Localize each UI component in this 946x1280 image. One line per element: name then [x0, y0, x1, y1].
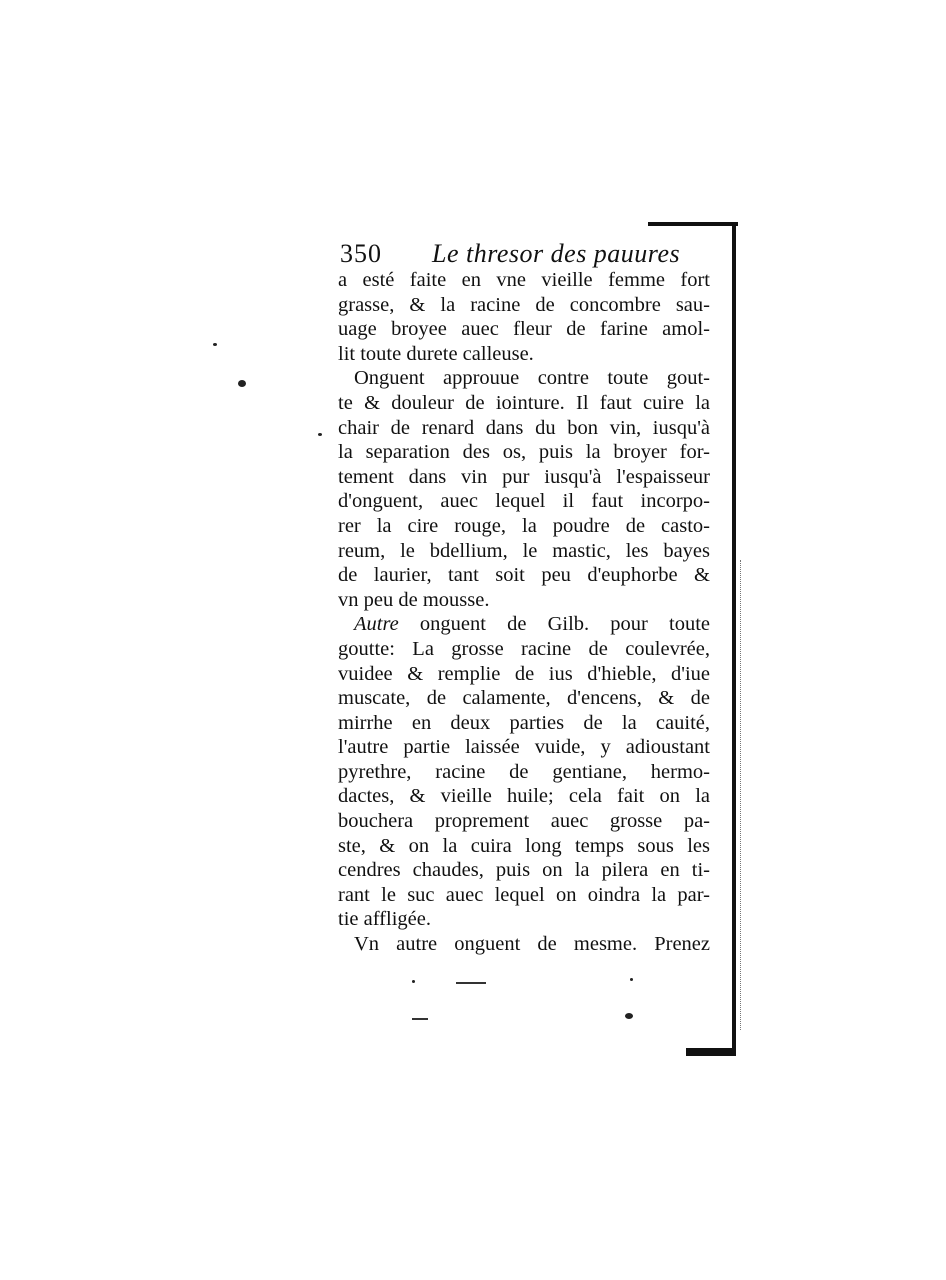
line-text: rer la cire rouge, la poudre de casto-	[338, 514, 710, 537]
line-text: dactes, & vieille huile; cela fait on la	[338, 785, 710, 808]
text-line	[338, 907, 710, 932]
text-line	[338, 760, 710, 785]
ink-speck	[625, 1013, 633, 1019]
ink-mark	[456, 982, 486, 984]
line-text: d'onguent, auec lequel il faut incorpo-	[338, 490, 710, 513]
text-line	[338, 858, 710, 883]
line-text: grasse, & la racine de concombre sau-	[338, 293, 710, 316]
running-head: Le thresor des pauures	[432, 239, 681, 268]
line-text: mirrhe en deux parties de la cauité,	[338, 711, 710, 734]
line-text: Vn autre onguent de mesme. Prenez	[354, 933, 710, 956]
ink-speck	[213, 343, 217, 346]
text-line	[338, 440, 710, 465]
body-text	[338, 268, 710, 957]
line-text: ste, & on la cuira long temps sous les	[338, 834, 710, 857]
line-text: a esté faite en vne vieille femme fort	[338, 269, 710, 291]
line-text: rant le suc auec lequel on oindra la par-	[338, 883, 710, 906]
text-line	[338, 514, 710, 539]
text-line	[338, 612, 710, 637]
line-text: cendres chaudes, puis on la pilera en ti-	[338, 859, 710, 882]
line-text: l'autre partie laissée vuide, y adioustant	[338, 736, 710, 759]
line-text: chair de renard dans du bon vin, iusqu'à	[338, 416, 710, 439]
text-line	[338, 317, 710, 342]
text-line	[338, 489, 710, 514]
line-text: muscate, de calamente, d'encens, & de	[338, 687, 710, 710]
text-line	[338, 711, 710, 736]
text-line	[338, 588, 710, 613]
text-line	[338, 637, 710, 662]
line-text: uage broyee auec fleur de farine amol-	[338, 318, 710, 341]
line-text: reum, le bdellium, le mastic, les bayes	[338, 539, 710, 562]
line-text: onguent de Gilb. pour toute	[398, 613, 710, 636]
ink-mark	[412, 1018, 428, 1020]
line-text: la separation des os, puis la broyer for-	[338, 441, 710, 464]
page-border-right	[732, 226, 736, 1054]
page-number: 350	[340, 239, 382, 268]
text-line	[338, 784, 710, 809]
text-line	[338, 539, 710, 564]
line-text: te & douleur de iointure. Il faut cuire la	[338, 391, 710, 414]
ink-speck	[412, 980, 415, 983]
line-text: tement dans vin pur iusqu'à l'espaisseur	[338, 465, 710, 488]
italic-word: Autre	[354, 613, 399, 636]
text-line	[338, 735, 710, 760]
text-line	[338, 416, 710, 441]
text-line	[338, 268, 710, 293]
text-line	[338, 293, 710, 318]
line-text: Onguent approuue contre toute gout-	[354, 367, 710, 390]
text-line	[338, 662, 710, 687]
page-header	[340, 236, 710, 272]
text-line	[338, 932, 710, 957]
line-text: lit toute durete calleuse.	[338, 342, 534, 365]
line-text: bouchera proprement auec grosse pa-	[338, 810, 710, 833]
text-line	[338, 391, 710, 416]
text-line	[338, 366, 710, 391]
line-text: de laurier, tant soit peu d'euphorbe &	[338, 564, 710, 587]
text-line	[338, 809, 710, 834]
line-text: tie affligée.	[338, 908, 431, 931]
line-text: goutte: La grosse racine de coulevrée,	[338, 637, 710, 660]
ink-speck	[318, 433, 322, 436]
ink-speck	[238, 380, 246, 387]
text-line	[338, 563, 710, 588]
page-edge-shadow	[740, 560, 743, 1030]
line-text: vn peu de mousse.	[338, 588, 490, 611]
page-border-bottom	[686, 1048, 736, 1056]
text-line	[338, 342, 710, 367]
text-line	[338, 686, 710, 711]
text-line	[338, 883, 710, 908]
page-border-top	[648, 222, 738, 226]
text-line	[338, 465, 710, 490]
text-line	[338, 834, 710, 859]
ink-speck	[630, 978, 633, 981]
line-text: pyrethre, racine de gentiane, hermo-	[338, 760, 710, 783]
line-text: vuidee & remplie de ius d'hieble, d'iue	[338, 662, 710, 685]
